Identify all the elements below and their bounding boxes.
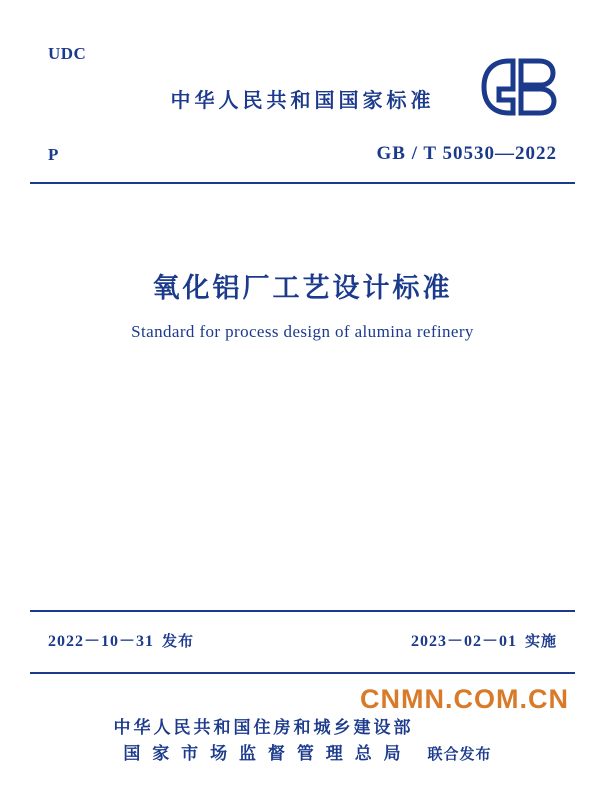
- classification-mark: P: [48, 145, 59, 164]
- divider-top: [30, 182, 575, 184]
- joint-release-label: 联合发布: [427, 745, 492, 763]
- effective-date-label: 实施: [524, 632, 557, 650]
- divider-bottom: [30, 610, 575, 612]
- issue-date-value: 2022－10－31: [48, 633, 155, 650]
- standard-code: GB / T 50530—2022: [376, 143, 557, 164]
- divider-footer: [30, 672, 575, 674]
- document-title-english: Standard for process design of alumina refinery: [131, 322, 474, 341]
- site-watermark: CNMN.COM.CN: [360, 684, 569, 714]
- publisher-names: [113, 716, 413, 767]
- gb-logo-icon: [479, 56, 557, 118]
- effective-date-block: [411, 628, 557, 651]
- udc-label: UDC: [48, 44, 87, 63]
- effective-date-value: 2023－02－01: [410, 633, 517, 650]
- national-standard-title: 中华人民共和国国家标准: [170, 88, 435, 112]
- publisher-block: [0, 716, 605, 767]
- publisher-line-1: 中华人民共和国住房和城乡建设部: [113, 718, 414, 738]
- issue-date-label: 发布: [162, 632, 195, 650]
- document-title-chinese: 氧化铝厂工艺设计标准: [152, 273, 453, 304]
- issue-date-block: [48, 628, 194, 651]
- publisher-line-2: 国 家 市 场 监 督 管 理 总 局: [123, 743, 404, 764]
